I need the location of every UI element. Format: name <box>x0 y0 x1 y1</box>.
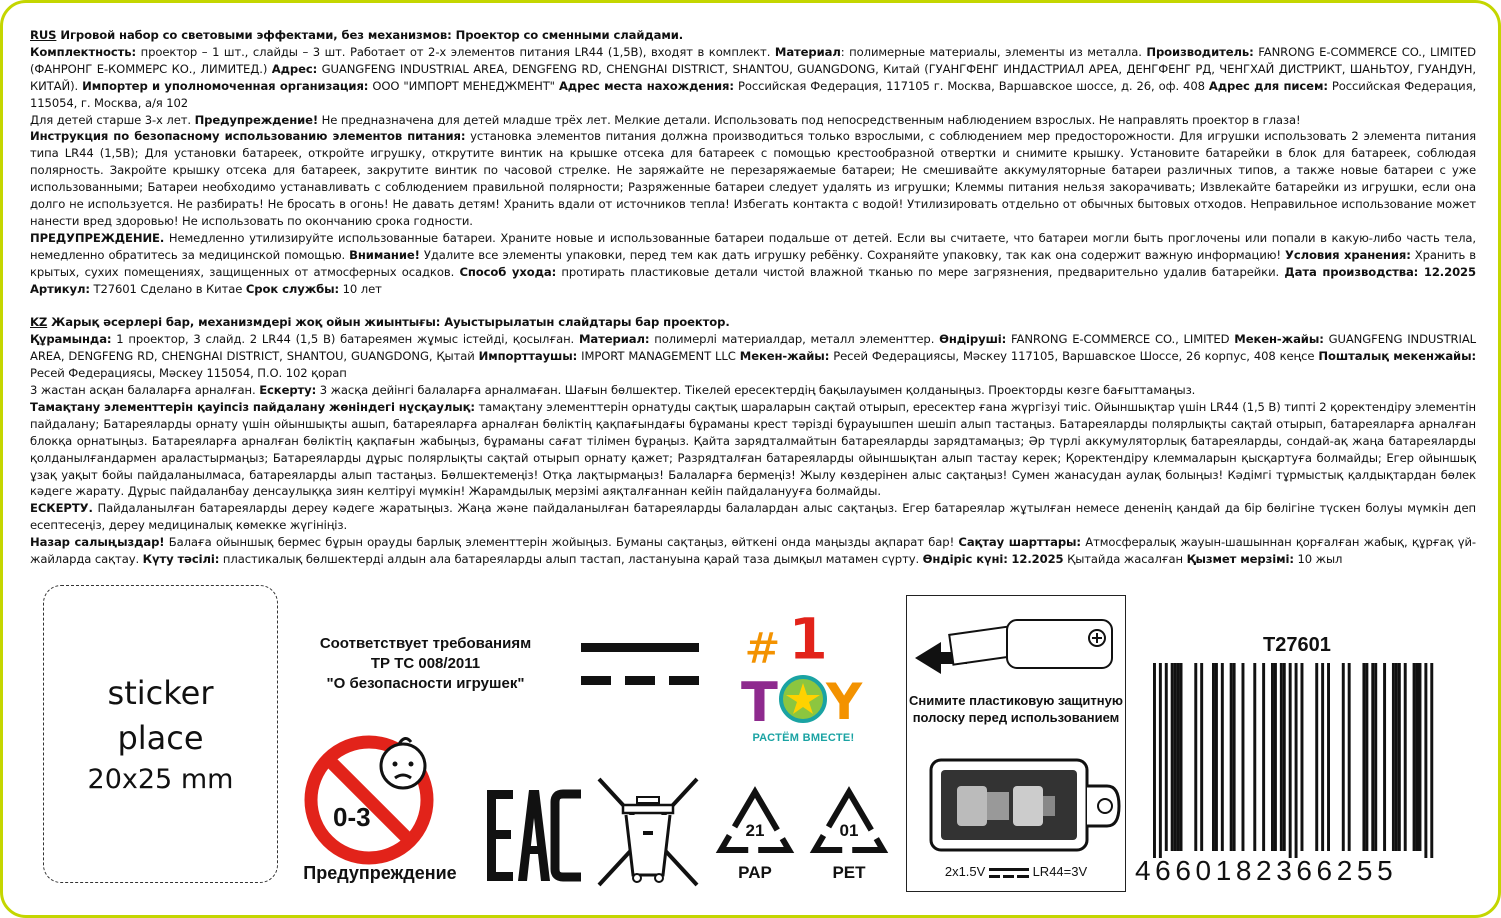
barcode-bar <box>1233 663 1236 851</box>
text-run: 10 лет <box>339 281 382 296</box>
bold-run: Адрес: <box>271 61 318 76</box>
barcode-bar <box>1283 663 1286 851</box>
rus-title-text: Игровой набор со световыми эффектами, без механизмов: Проектор со сменными слайдами. <box>56 28 684 42</box>
text-run: Атмосфералық жауын-шашыннан қорғалған жабық, құрғақ үй-жайларда сақтау. <box>30 535 1476 567</box>
barcode-bar <box>1171 663 1174 851</box>
kz-tag: KZ <box>30 315 48 330</box>
text-run: 10 жыл <box>1293 552 1343 567</box>
text-run: : полимерные материалы, элементы из металла. <box>840 44 1147 59</box>
bold-run: Импорттаушы: <box>478 349 578 364</box>
svg-text:T: T <box>741 671 778 731</box>
recycle-pet-icon <box>809 786 889 886</box>
barcode-bar <box>1416 663 1419 851</box>
bold-run: Внимание! <box>349 247 420 262</box>
age-restriction-icon <box>303 728 453 868</box>
text-block <box>30 27 1476 568</box>
kz-attention <box>30 534 1476 568</box>
barcode-bar <box>1404 663 1407 851</box>
barcode <box>1153 663 1473 858</box>
bold-run: Инструкция по безопасному использованию элементов питания: <box>30 129 466 144</box>
pull-tab-icon <box>907 596 1127 686</box>
text-run: IMPORT MANAGEMENT LLC <box>577 349 740 364</box>
barcode-bar <box>1321 663 1324 851</box>
rus-warning <box>30 230 1476 298</box>
barcode-bar <box>1383 663 1386 851</box>
barcode-bar <box>1424 663 1427 858</box>
barcode-bar <box>1200 663 1203 851</box>
kz-warning <box>30 500 1476 534</box>
text-run: проектор – 1 шт., слайды – 3 шт. Работает от 2-х элементов питания LR44 (1,5В), входят в комплект. <box>136 44 775 59</box>
bold-run: Предупреждение! <box>194 112 319 127</box>
sticker-place <box>43 585 278 883</box>
bold-run: Материал: <box>578 332 650 347</box>
text-run: ООО "ИМПОРТ МЕНЕДЖМЕНТ" <box>368 78 559 93</box>
conformity-line-1: Соответствует требованиям <box>319 635 532 652</box>
bold-run: Мекен-жайы: <box>739 349 830 364</box>
bold-run: Ескерту: <box>259 383 317 398</box>
barcode-bar <box>1371 663 1374 851</box>
barcode-bar <box>1348 663 1351 851</box>
barcode-bar <box>1374 663 1377 851</box>
crossed-bin-icon <box>593 775 703 890</box>
kz-composition <box>30 331 1476 382</box>
direct-current-icon <box>581 643 701 691</box>
rus-tag: RUS <box>30 28 57 42</box>
barcode-bar <box>1315 663 1318 851</box>
kz-age-warning <box>30 382 1476 399</box>
bold-run: Тамақтану элементтерін қауіпсіз пайдалану жөніндегі нұсқаулық: <box>30 399 475 414</box>
barcode-bar <box>1280 663 1283 851</box>
bold-run: Күту тәсілі: <box>142 552 220 567</box>
bold-run: Мекен-жайы: <box>1234 332 1324 347</box>
barcode-bar <box>1177 663 1180 851</box>
text-run: Ресей Федерациясы, Мәскеу 115054, П.О. 102 қорап <box>30 366 347 381</box>
barcode-bar <box>1271 663 1274 851</box>
bold-run: Өндіруші: <box>939 332 1007 347</box>
conformity-text <box>293 634 558 694</box>
barcode-bar <box>1262 663 1265 851</box>
barcode-bar <box>1362 663 1365 851</box>
sticker-line-1: sticker <box>107 674 214 712</box>
text-run: 3 жасқа дейінгі балаларға арналмаған. Шағын бөлшектер. Тікелей ересектердің бақылауымен қолданыңыз. Проекторды көзге бағыттамаңыз. <box>316 383 1196 398</box>
text-run: Ресей Федерациясы, Мәскеу 117105, Варшавское Шоссе, 26 корпус, 408 кеңсе <box>829 349 1319 364</box>
text-run: Хранить в крытых, сухих помещениях, защищенных от атмосферных осадков. <box>30 247 1477 279</box>
bold-run: Құрамында: <box>30 332 112 347</box>
kz-battery-instructions <box>30 399 1476 500</box>
text-run: Для детей старше 3-х лет. <box>30 112 195 127</box>
recycle-label-pap: PAP <box>738 863 772 882</box>
rus-age-warning <box>30 112 1476 129</box>
recycle-paper-icon <box>715 786 795 886</box>
bold-run: Производитель: <box>1146 44 1254 59</box>
brand-logo-icon <box>736 603 871 731</box>
recycle-code-21: 21 <box>745 821 765 840</box>
barcode-bar <box>1365 663 1368 851</box>
barcode-bar <box>1253 663 1256 851</box>
barcode-bar <box>1165 663 1168 851</box>
text-run: T27601 Сделано в Китае <box>89 281 246 296</box>
rus-battery-instructions <box>30 128 1476 229</box>
text-run: протирать пластиковые детали чистой влажной тканью по мере загрязнения, предварительно удалив батарейки. <box>556 264 1285 279</box>
barcode-bar <box>1342 663 1345 851</box>
bold-run: Пошталық мекенжайы: <box>1318 349 1476 364</box>
barcode-bar <box>1327 663 1330 851</box>
barcode-bar <box>1289 663 1292 858</box>
barcode-bar <box>1274 663 1277 851</box>
bold-run: Өндіріс күні: <box>922 552 1008 567</box>
text-run: 3 жастан асқан балаларға арналған. <box>30 383 260 398</box>
barcode-number: 4660182366255 <box>1135 855 1398 886</box>
svg-text:#: # <box>744 623 781 674</box>
battery-spec-left: 2x1.5V <box>944 864 986 879</box>
svg-text:Y: Y <box>826 673 863 731</box>
battery-instruction-text: Снимите пластиковую защитную полоску перед использованием <box>909 693 1123 725</box>
bold-run: 12.2025 <box>1011 552 1064 567</box>
barcode-bar <box>1419 663 1422 851</box>
age-range: 0-3 <box>333 802 371 832</box>
text-run: Балаға ойыншық бермес бұрын орауды барлық элементтерін жойыңыз. Буманы сақтаңыз, өйткені онда маңызды ақпарат бар! <box>164 535 959 550</box>
battery-spec <box>907 864 1125 879</box>
svg-text:1: 1 <box>788 605 829 673</box>
brand-tagline: РАСТЁМ ВМЕСТЕ! <box>752 732 855 744</box>
bold-run: Материал <box>774 44 841 59</box>
bold-run: Назар салыңыздар! <box>30 535 165 550</box>
barcode-bar <box>1180 663 1183 851</box>
barcode-bar <box>1194 663 1197 851</box>
bold-run: ПРЕДУПРЕЖДЕНИЕ. <box>30 230 165 245</box>
bold-run: Сақтау шарттары: <box>958 535 1081 550</box>
text-run: GUANGFENG INDUSTRIAL AREA, DENGFENG RD, CHENGHAI DISTRICT, SHANTOU, GUANGDONG, Китай (ГУАНГФЕНГ ИНДАСТРИАЛ АРЕА, ДЕНГФЕНГ РД, ЧЕНГХАЙ ДИСТРИКТ, ШАНЬТОУ, ГУАНДУН, КИТАЙ). <box>30 61 1476 93</box>
barcode-bar <box>1242 663 1245 851</box>
barcode-bar <box>1221 663 1224 851</box>
barcode-bar <box>1174 663 1177 851</box>
bold-run: ЕСКЕРТУ. <box>30 501 93 516</box>
barcode-bar <box>1430 663 1433 858</box>
barcode-bar <box>1212 663 1215 851</box>
age-warning-caption: Предупреждение <box>303 863 457 883</box>
text-run: Российская Федерация, 117105 г. Москва, Варшавское шоссе, д. 26, оф. 408 <box>733 78 1209 93</box>
text-run: Удалите все элементы упаковки, перед тем как дать игрушку ребёнку. Сохраняйте упаковку, так как она содержит важную информацию! <box>419 247 1286 262</box>
battery-instruction-box <box>906 595 1126 892</box>
barcode-bar <box>1301 663 1304 851</box>
kz-title <box>30 314 1476 331</box>
barcode-bar <box>1392 663 1395 851</box>
text-run: 1 проектор, 3 слайд. 2 LR44 (1,5 В) батареямен жұмыс істейді, қосылған. <box>111 332 579 347</box>
text-run: тамақтану элементтерін орнатуды сақтық шараларын сақтай отырып, ересектер ғана жүргізуі тиіс. Ойыншықтар үшін LR44 (1,5 В) типті 2 қоректендіру элементін пайдалану; Батареяларды орнату үшін ойыншықты ашып, батареяларға арналған бөліктің қақпағындағы бұраманы крест тәрізді бұрауышпен шешіп алып тастаңыз. Батареяларды полярлықты сақтай отырып, батареяларға арналған блокқа орнатыңыз. Батареяларға арналған бөліктің қақпағын жабыңыз, бұраманы сағат тілімен бұраңыз. Қайта зарядталмайтын батареяларды зарядтамаңыз; Әр түрлі аккумуляторлық батареяларды, сондай-ақ жаңа батареяларды қолданылғандармен араластырмаңыз; Батареяларды дұрыс полярлықты сақтай отырып орнату қажет; Разрядталған батареяларды ойыншықтан алып тастау керек; Қоректендіру клеммаларын қысқартуға болмайды; Егер ойыншық ұзақ уақыт бойы пайдаланылмаса, батареяларды алып тастаңыз. Бөлшектемеңіз! Отқа лақтырмаңыз! Балаларға бермеңіз! Жылу көздерінен алыс сақтаңыз! Сумен жанасудан аулақ болыңыз! Кәдімгі тұрмыстық қалдықтардан бөлек кәдеге жарату. Дұрыс пайдаланбау денсаулыққа зиян келтіруі мүмкін! Жарамдылық мерзімі аяқталғаннан кейін пайдаланууға болмайды. <box>30 399 1476 499</box>
text-run: Немедленно утилизируйте использованные батареи. Храните новые и использованные батареи подальше от детей. Если вы считаете, что батареи могли быть проглочены или попали в какую-либо часть тела, немедленно обратитесь за медицинской помощью. <box>30 230 1476 262</box>
battery-compartment-icon <box>927 756 1127 856</box>
barcode-bar <box>1159 663 1162 858</box>
bold-run: Адрес места нахождения: <box>558 78 734 93</box>
text-run: полимерлі материалдар, металл элементтер. <box>649 332 940 347</box>
rus-title <box>30 27 1476 44</box>
barcode-bar <box>1230 663 1233 851</box>
bold-run: Способ ухода: <box>459 264 557 279</box>
sticker-line-3: 20x25 mm <box>87 764 234 795</box>
text-run: FANRONG E-COMMERCE CO., LIMITED (ФАНРОНГ Е-КОММЕРС КО., ЛИМИТЕД.) <box>30 44 1476 76</box>
dc-small-icon <box>989 867 1029 879</box>
battery-spec-right: LR44=3V <box>1032 864 1088 879</box>
bold-run: Дата производства: 12.2025 Артикул: <box>30 264 1476 296</box>
bold-run: Импортер и уполномоченная организация: <box>82 78 369 93</box>
text-run: FANRONG E-COMMERCE CO., LIMITED <box>1006 332 1235 347</box>
conformity-line-3: "О безопасности игрушек" <box>326 675 525 692</box>
recycle-label-pet: PET <box>832 863 866 882</box>
bold-run: Срок службы: <box>245 281 340 296</box>
eac-mark-icon <box>485 788 585 883</box>
rus-composition <box>30 44 1476 112</box>
bold-run: Қызмет мерзімі: <box>1186 552 1294 567</box>
barcode-bar <box>1153 663 1156 858</box>
barcode-bar <box>1413 663 1416 851</box>
text-run: GUANGFENG INDUSTRIAL AREA, DENGFENG RD, CHENGHAI DISTRICT, SHANTOU, GUANGDONG, Қытай <box>30 332 1477 364</box>
text-run: пластикалық бөлшектерді алдын ала батареяларды алып тастап, ластануына қарай таза дымқыл матамен сүрту. <box>219 552 923 567</box>
text-run: установка элементов питания должна производиться только взрослыми, с соблюдением мер предосторожности. Для игрушки использовать 2 элемента питания типа LR44 (1,5В); Для установки батареек, откройте игрушку, открутите винтик на крышке отсека для батареек с помощью крестообразной отвертки и снимите крышку. Установите батарейки в блок для батареек, соблюдая полярность. Закройте крышку отсека для батареек, закрутите винтик по часовой стрелке. Не заряжайте не перезаряжаемые батареи; Не смешивайте аккумуляторные батареи различных типов, а также новые батареи с уже использованными; Батареи необходимо устанавливать с соблюдением правильной полярности; Разряженные батареи следует удалять из игрушки; Клеммы питания нельзя закорачивать; Извлекайте батарейки из игрушки, если она долго не используется. Не разбирать! Не бросать в огонь! Не давать детям! Хранить вдали от источников тепла! Избегать контакта с водой! Утилизировать отдельно от обычных бытовых отходов. Неправильное использование может нанести вред здоровью! Не использовать по окончанию срока годности. <box>30 129 1476 228</box>
text-run: Российская Федерация, 115054, г. Москва, а/я 102 <box>30 78 1477 110</box>
text-run: Не предназначена для детей младше трёх лет. Мелкие детали. Использовать под непосредственным наблюдением взрослых. Не направлять проектор в глаза! <box>318 112 1301 127</box>
kz-title-text: Жарық әсерлері бар, механизмдері жоқ ойын жиынтығы: Ауыстырылатын слайдтары бар проектор. <box>47 315 730 330</box>
barcode-bar <box>1215 663 1218 851</box>
barcode-bar <box>1395 663 1398 851</box>
barcode-bar <box>1398 663 1401 851</box>
barcode-bar <box>1295 663 1298 858</box>
bold-run: Адрес для писем: <box>1208 78 1328 93</box>
text-run: Қытайда жасалған <box>1063 552 1187 567</box>
sticker-line-2: place <box>117 719 204 757</box>
conformity-line-2: ТР ТС 008/2011 <box>370 655 481 672</box>
recycle-code-01: 01 <box>839 821 859 840</box>
bold-run: Комплектность: <box>30 44 137 59</box>
article-number: T27601 <box>1263 634 1331 656</box>
bold-run: Условия хранения: <box>1285 247 1411 262</box>
text-run: Пайдаланылған батареяларды дереу кәдеге жаратыңыз. Жаңа және пайдаланылған батареяларды балалардан алыс сақтаңыз. Егер батареялар жұтылған немесе дененің қандай да бір бөлігіне түскен болуы мүмкін деп есептесеңіз, дереу медициналық көмекке жүгініңіз. <box>30 501 1476 533</box>
